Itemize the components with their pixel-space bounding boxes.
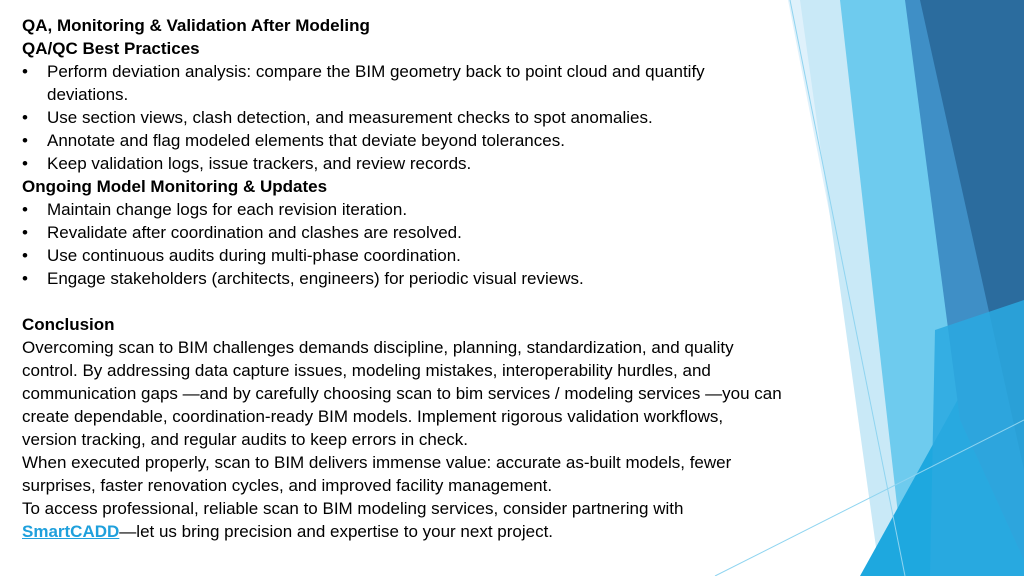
bullet-item: • Revalidate after coordination and clashes are resolved.: [22, 221, 782, 244]
smartcadd-link[interactable]: SmartCADD: [22, 522, 120, 541]
conclusion-paragraph-3-suffix: —let us bring precision and expertise to your next project.: [119, 522, 554, 541]
section-heading-monitoring: Ongoing Model Monitoring & Updates: [22, 177, 328, 196]
conclusion-paragraph-2: When executed properly, scan to BIM delivers immense value: accurate as-built models, fewer surprises, faster renovation cycles, and improved facility management.: [22, 453, 732, 495]
qa-qc-bullet-list: [22, 60, 782, 175]
conclusion-paragraph-1: Overcoming scan to BIM challenges demands discipline, planning, standardization, and quality control. By addressing data capture issues, modeling mistakes, interoperability hurdles, and communication gaps —and by carefully choosing scan to bim services / modeling services —you can create dependable, coordination-ready BIM models. Implement rigorous validation workflows, version tracking, and regular audits to keep errors in check.: [22, 338, 782, 449]
bullet-item: • Maintain change logs for each revision iteration.: [22, 198, 782, 221]
deco-bright-corner: [930, 300, 1024, 576]
slide-content: [22, 14, 782, 543]
bullet-item: • Perform deviation analysis: compare the BIM geometry back to point cloud and quantify deviations.: [22, 60, 782, 106]
bullet-item: • Keep validation logs, issue trackers, and review records.: [22, 152, 782, 175]
slide-title: QA, Monitoring & Validation After Modeling: [22, 16, 370, 35]
monitoring-bullet-list: [22, 198, 782, 290]
bullet-item: • Annotate and flag modeled elements that deviate beyond tolerances.: [22, 129, 782, 152]
conclusion-heading: Conclusion: [22, 315, 115, 334]
conclusion-paragraph-3-prefix: To access professional, reliable scan to BIM modeling services, consider partnering with: [22, 499, 684, 518]
blank-line: [22, 290, 782, 313]
conclusion-paragraph-3: [22, 497, 782, 543]
bullet-item: • Engage stakeholders (architects, engineers) for periodic visual reviews.: [22, 267, 782, 290]
bullet-item: • Use continuous audits during multi-phase coordination.: [22, 244, 782, 267]
bullet-item: • Use section views, clash detection, and measurement checks to spot anomalies.: [22, 106, 782, 129]
section-heading-qa-qc: QA/QC Best Practices: [22, 39, 200, 58]
